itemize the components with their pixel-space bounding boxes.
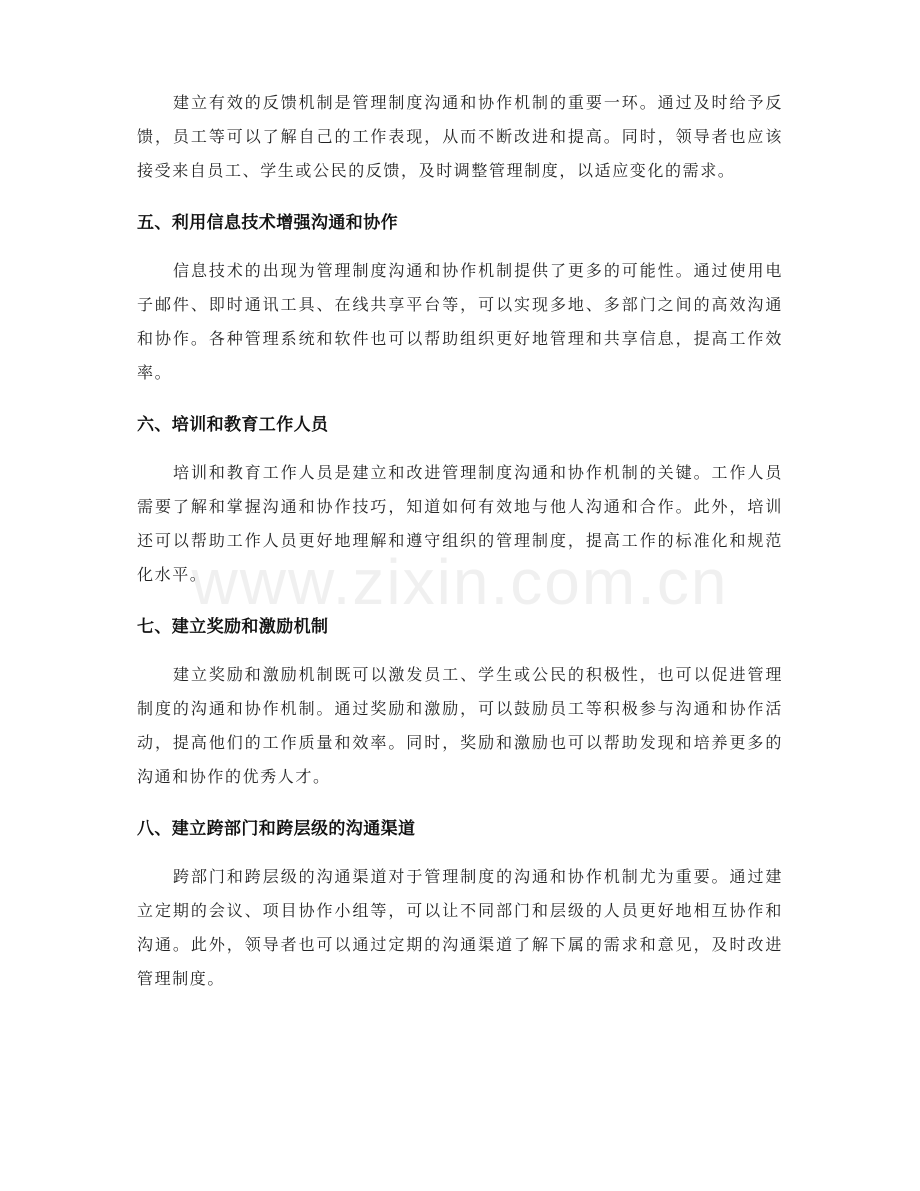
paragraph-section-7: 建立奖励和激励机制既可以激发员工、学生或公民的积极性，也可以促进管理制度的沟通和协作机制。通过奖励和激励，可以鼓励员工等积极参与沟通和协作活动，提高他们的工作质量和效率。同时，奖励和激励也可以帮助发现和培养更多的沟通和协作的优秀人才。: [137, 665, 783, 786]
paragraph-section-6: 培训和教育工作人员是建立和改进管理制度沟通和协作机制的关键。工作人员需要了解和掌握沟通和协作技巧，知道如何有效地与他人沟通和合作。此外，培训还可以帮助工作人员更好地理解和遵守组织的管理制度，提高工作的标准化和规范化水平。: [137, 463, 783, 584]
paragraph-section-5: 信息技术的出现为管理制度沟通和协作机制提供了更多的可能性。通过使用电子邮件、即时通讯工具、在线共享平台等，可以实现多地、多部门之间的高效沟通和协作。各种管理系统和软件也可以帮助组织更好地管理和共享信息，提高工作效率。: [137, 261, 783, 382]
paragraph-feedback: 建立有效的反馈机制是管理制度沟通和协作机制的重要一环。通过及时给予反馈，员工等可以了解自己的工作表现，从而不断改进和提高。同时，领导者也应该接受来自员工、学生或公民的反馈，及时调整管理制度，以适应变化的需求。: [137, 93, 783, 180]
heading-section-6: 六、培训和教育工作人员: [137, 415, 329, 435]
heading-section-5: 五、利用信息技术增强沟通和协作: [137, 213, 398, 233]
heading-section-8: 八、建立跨部门和跨层级的沟通渠道: [137, 819, 416, 839]
watermark: www.zixin.com.cn: [191, 546, 729, 618]
heading-section-7: 七、建立奖励和激励机制: [137, 617, 329, 637]
document-body: [137, 86, 783, 996]
paragraph-section-8: 跨部门和跨层级的沟通渠道对于管理制度的沟通和协作机制尤为重要。通过建立定期的会议、项目协作小组等，可以让不同部门和层级的人员更好地相互协作和沟通。此外，领导者也可以通过定期的沟通渠道了解下属的需求和意见，及时改进管理制度。: [137, 867, 783, 988]
